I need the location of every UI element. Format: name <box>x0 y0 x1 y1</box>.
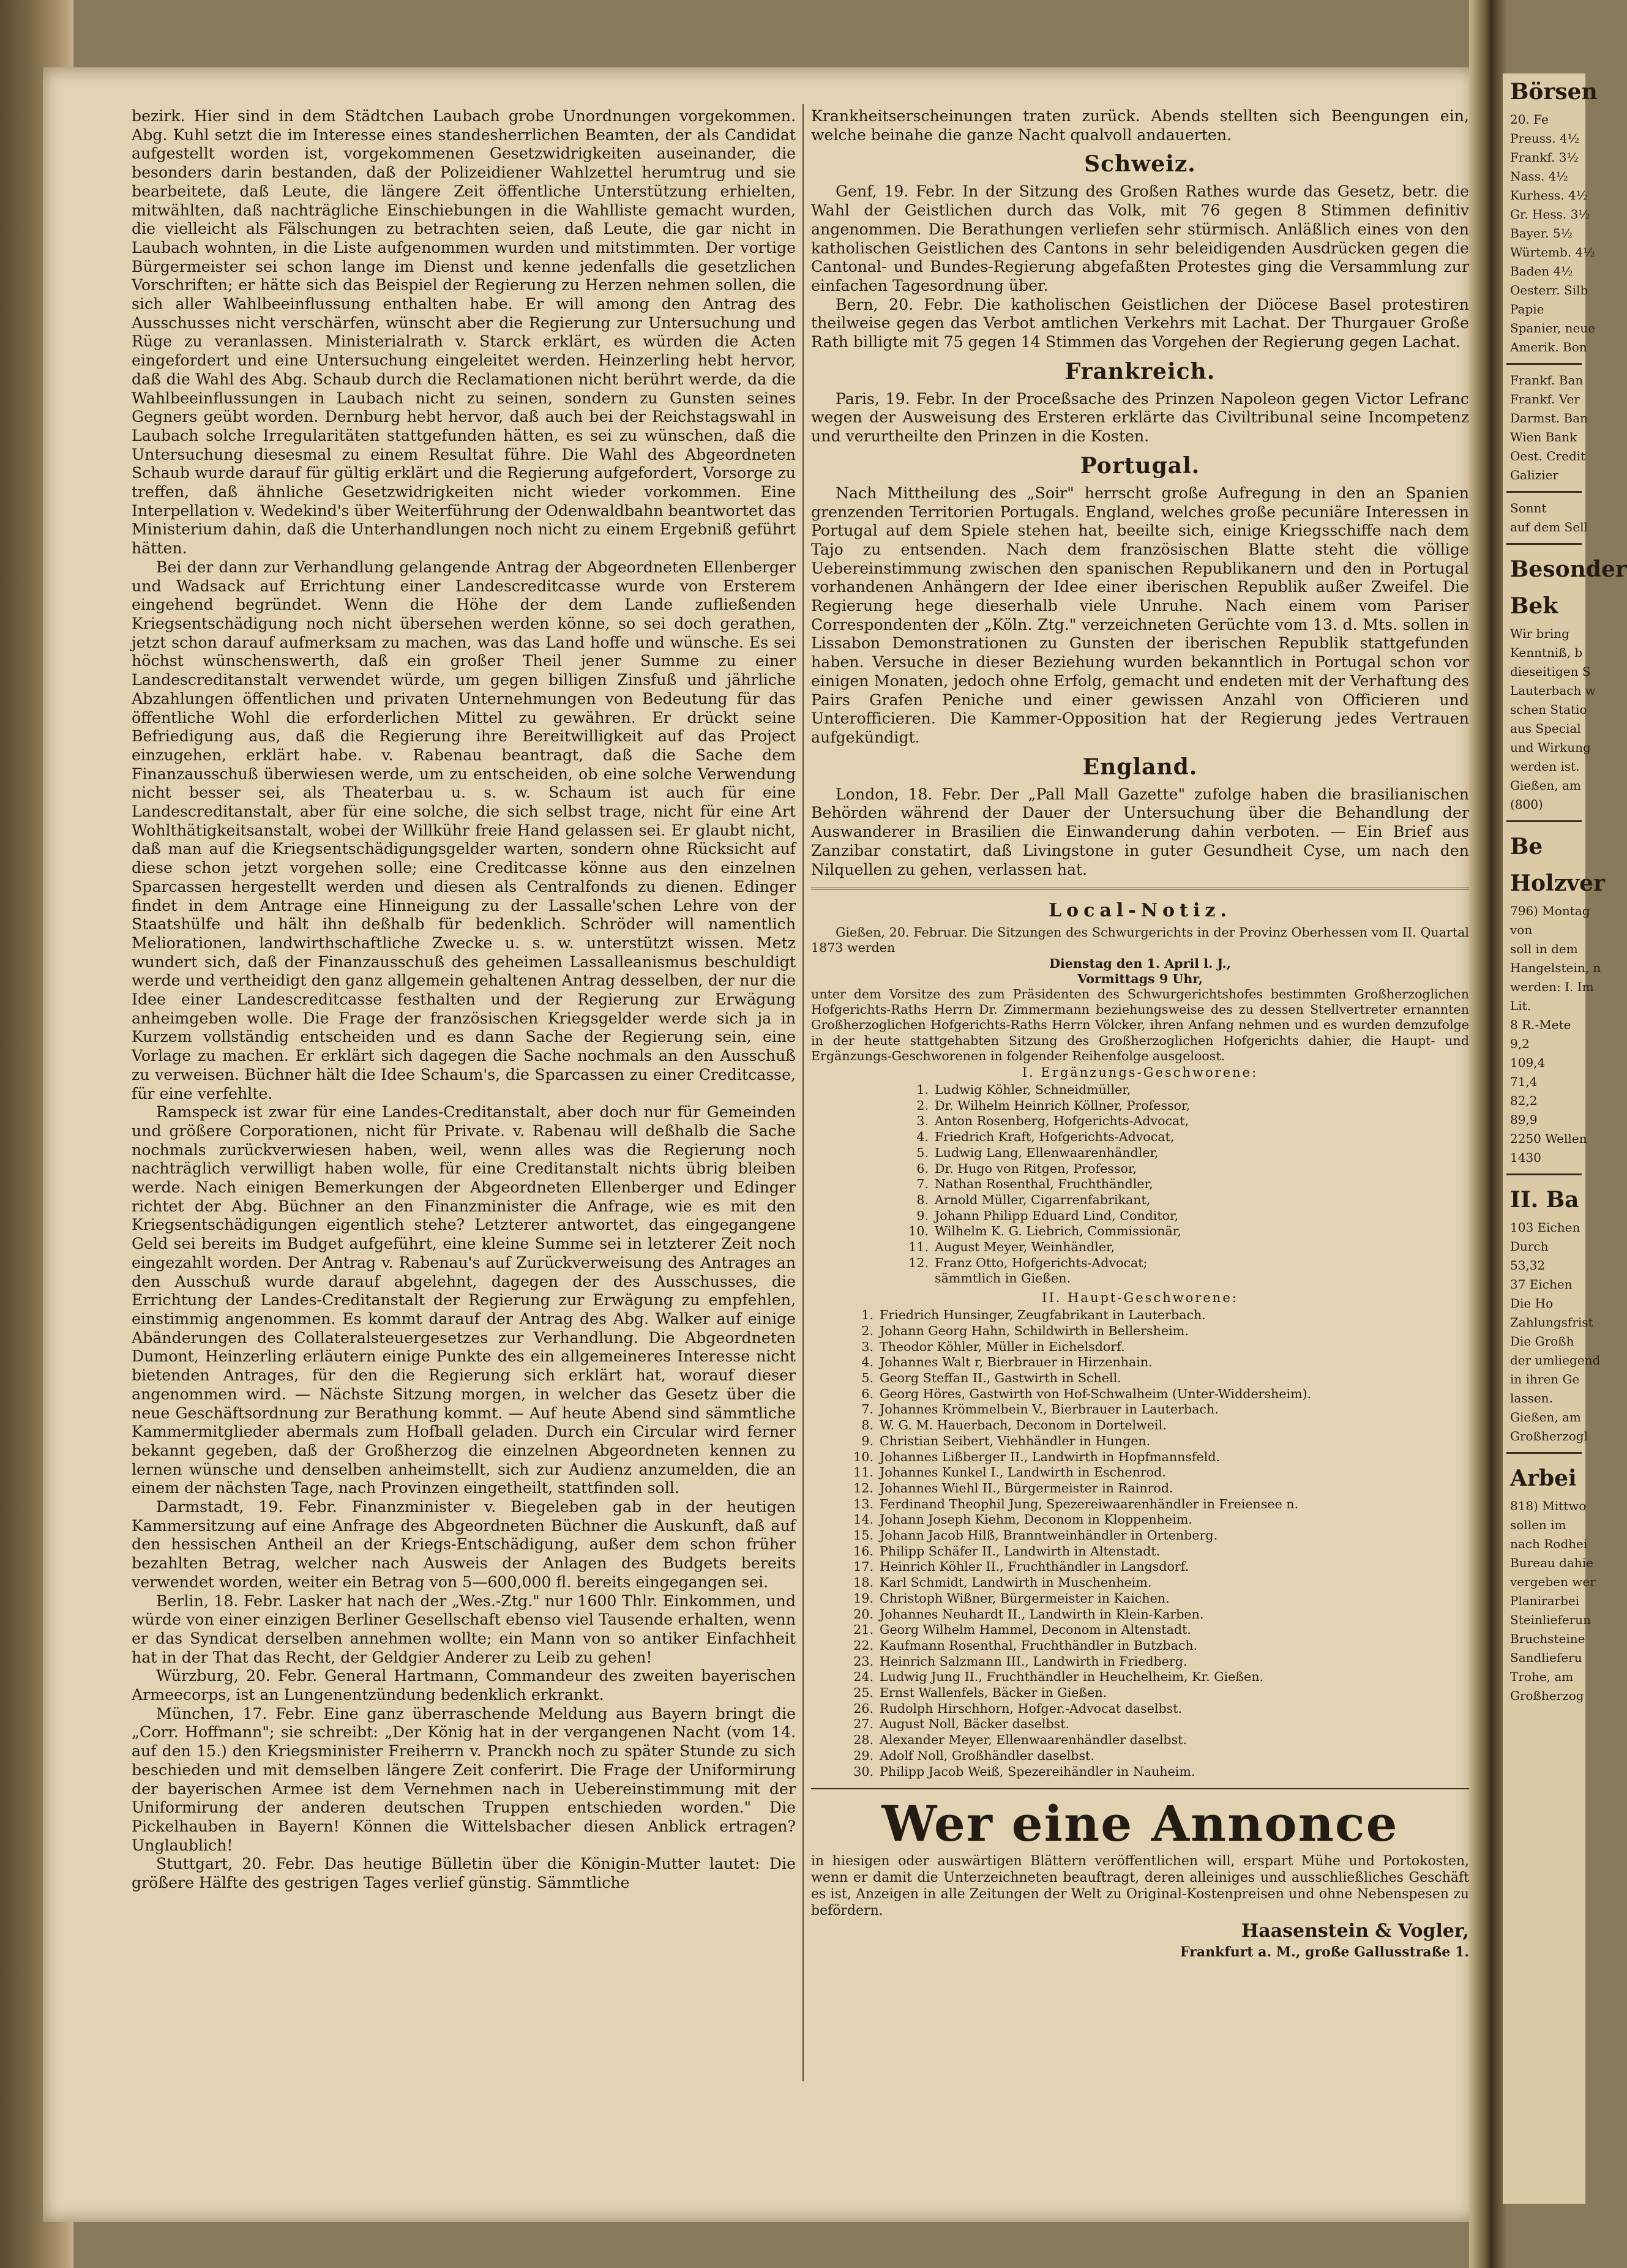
next-page-fragment: nach Rodhei <box>1510 1536 1588 1551</box>
list-haupt-title: II. Haupt-Geschworene: <box>1042 1290 1238 1306</box>
next-page-fragment: lassen. <box>1510 1391 1553 1405</box>
next-page-rule <box>1506 363 1582 365</box>
next-page-fragment: Besonder <box>1510 556 1627 582</box>
section-heading-frankreich: Frankreich. <box>1064 358 1216 384</box>
next-page-fragment: Galizier <box>1510 468 1559 482</box>
list-item: 15. Johann Jacob Hilß, Branntweinhändler in Ortenberg. <box>853 1528 1218 1543</box>
next-page-fragment: werden ist. <box>1510 759 1580 774</box>
list-item: 6. Dr. Hugo von Ritgen, Professor, <box>916 1161 1137 1176</box>
next-page-fragment: Börsen <box>1510 79 1598 105</box>
list-item: 9. Christian Seibert, Viehhändler in Hungen. <box>861 1433 1151 1448</box>
next-page-fragment: Frankf. Ver <box>1510 392 1580 406</box>
list-item: 30. Philipp Jacob Weiß, Spezereihändler in Nauheim. <box>853 1764 1195 1779</box>
article-wuerzburg: Würzburg, 20. Febr. General Hartmann, Commandeur des zweiten bayerischen Armeecorps, ist an Lungenentzündung bedenklich erkrankt. <box>132 1667 796 1704</box>
article-london: London, 18. Febr. Der „Pall Mall Gazette" zufolge haben die brasilianischen Behörden während der Dauer der Untersuchung über die Behandlung der Auswanderer in Brasilien die Einwanderung dahin verboten. — Ein Brief aus Zanzibar constatirt, daß Livingstone in guter Gesundheit Cyse, um nach den Nilquellen zu gehen, verlassen hat. <box>811 785 1469 878</box>
local-date-line: Dienstag den 1. April l. J., <box>1049 956 1231 971</box>
next-page-fragment: Planirarbei <box>1510 1593 1580 1608</box>
list-item: 2. Dr. Wilhelm Heinrich Köllner, Professor, <box>916 1098 1191 1113</box>
section-rule <box>811 888 1469 892</box>
next-page-fragment: Sonnt <box>1510 501 1547 515</box>
next-page-fragment: Arbei <box>1510 1465 1577 1491</box>
article-landescreditcasse: Bei der dann zur Verhandlung gelangende Antrag der Abgeordneten Ellenberger und Wadsack auf Errichtung einer Landescreditcasse wurde von Ersterem eingehend begründet. Wenn die Höhe der dem Lande zufließenden Kriegsentschädigung noch nicht übersehen werden könne, so sei doch gerathen, jetzt schon darauf aufmerksam zu machen, was das Land hoffe und wünsche. Es sei höchst wünschenswerth, daß ein großer Theil jener Summe zu einer Landescreditanstalt verwendet würde, um gegen billigen Zinsfuß und jährliche Abzahlungen öffentlichen und privaten Unternehmungen von Bedeutung für das öffentliche Wohl die erforderlichen Mittel zu gewähren. Er drückt seine Befriedigung aus, daß die Regierung ihre Bereitwilligkeit auf das Project einzugehen, erklärt habe. v. Rabenau beantragt, daß die Sache dem Finanzausschuß überwiesen werde, um zu entscheiden, ob eine solche Verwendung nicht besser sei, als Theaterbau u. s. w. Schaum ist auch für eine Landescreditanstalt, aber für eine solche, die sich selbst trage, nicht für eine Art Wohlthätigkeitsanstalt, wobei der Willkühr freie Hand gelassen sei. Er glaubt nicht, daß man auf die Kriegsentschädigungsgelder warten, sondern ohne Rücksicht auf diese schon jetzt vorgehen solle; eine Creditcasse könne aus den einzelnen Sparcassen hergestellt werden und diesen als Centralfonds zu dienen. Edinger findet in dem Antrage eine Hinneigung zu der Lassalle'schen Lehre von der Staatshülfe und hält ihn deßhalb für bedenklich. Schröder will namentlich Meliorationen, landwirthschaftliche Zwecke u. s. w. unterstützt wissen. Metz wundert sich, daß der Finanzausschuß des geheimen Lassalleanismus beschuldigt werde und vertheidigt den ganz allgemein gehaltenen Antrag desselben, der nur die Idee einer Landescreditcasse festhalten und der Regierung zur Erwägung anheimgeben wolle. Die Frage der französischen Kriegsgelder werde sich ja in Kurzem vollständig entscheiden und es dann Sache der Regierung sein, eine Vorlage zu machen. Er erklärt sich dagegen die Sache nochmals an den Ausschuß zu verweisen. Büchner hält die Idee Schaum's, die Sparcassen zu einer Creditcasse, für eine verfehlte. <box>132 558 796 1102</box>
article-continuation: Krankheitserscheinungen traten zurück. Abends stellten sich Beengungen ein, welche beinahe die ganze Nacht qualvoll andauerten. <box>811 107 1469 144</box>
next-page-fragment: Gießen, am <box>1510 778 1581 793</box>
list-item: 3. Anton Rosenberg, Hofgerichts-Advocat, <box>916 1113 1189 1129</box>
next-page-fragment: Papie <box>1510 302 1544 316</box>
next-page-fragment: Großherzogl <box>1510 1429 1588 1443</box>
next-page-fragment: Lauterbach w <box>1510 683 1596 698</box>
next-page-edge <box>1503 73 1627 2204</box>
article-ramspeck: Ramspeck ist zwar für eine Landes-Creditanstalt, aber doch nur für Gemeinden und größere Corporationen, nicht für Private. v. Rabenau will deßhalb die Sache nochmals zurückverwiesen haben, weil, wenn alles was die Regierung noch nachträglich verwilligt haben wolle, für eine Creditanstalt nichts übrig bleiben werde. Nach einigen Bemerkungen der Abgeordneten Ellenberger und Edinger richtet der Abg. Büchner an den Finanzminister die Anfrage, wie es mit den Kriegsentschädigungen eigentlich stehe? Letzterer antwortet, das eingegangene Geld sei bereits im Budget aufgeführt, eine kleine Summe sei in letzterer Zeit noch eingezahlt worden. Der Antrag v. Rabenau's auf Zurückverweisung des Antrages an den Ausschuß wurde darauf abgelehnt, dagegen der des Ausschusses, die Errichtung der Landes-Creditanstalt der Regierung zur Erwägung zu empfehlen, einstimmig angenommen. Es kommt darauf der Antrag des Abg. Walker auf einige Abänderungen des Collateralsteuergesetzes zur Verhandlung. Die Abgeordneten Dumont, Heinzerling erläutern einige Punkte des ein allgemeineres Interesse nicht bietenden Antrages, für den die Regierung sich erklärt hat, worauf dieser angenommen wird. — Nächste Sitzung morgen, in welcher das Gesetz über die neue Geschäftsordnung zur Berathung kommt. — Auf heute Abend sind sämmtliche Kammermitglieder abermals zum Hofball geladen. Durch ein Circular wird ferner bekannt gegeben, daß der Großherzog die einzelnen Abgeordneten kennen zu lernen wünsche und denselben anheimstellt, sich zur Audienz anzumelden, die an einem der nächsten Tage, nach Provinzen eingetheilt, stattfinden soll. <box>132 1103 796 1497</box>
list-item: 23. Heinrich Salzmann III., Landwirth in Friedberg. <box>853 1653 1188 1669</box>
list-item: 12. Franz Otto, Hofgerichts-Advocat; <box>908 1255 1148 1270</box>
ad-rule <box>811 1788 1469 1789</box>
next-page-fragment: Bureau dahie <box>1510 1555 1593 1570</box>
list-item: 28. Alexander Meyer, Ellenwaarenhändler daselbst. <box>853 1732 1187 1748</box>
ad-title: Wer eine Annonce <box>881 1795 1399 1853</box>
next-page-fragment: Bayer. 5½ <box>1510 226 1573 241</box>
next-page-fragment: Sandlieferu <box>1510 1650 1582 1665</box>
list-item: 16. Philipp Schäfer II., Landwirth in Altenstadt. <box>853 1543 1161 1559</box>
list-item: 10. Johannes Lißberger II., Landwirth in Hopfmannsfeld. <box>853 1449 1221 1464</box>
next-page-fragment: Holzver <box>1510 870 1605 896</box>
next-page-rule <box>1506 491 1582 493</box>
next-page-fragment: vergeben wer <box>1510 1574 1596 1589</box>
next-page-fragment: aus Special <box>1510 721 1581 736</box>
ad-body: in hiesigen oder auswärtigen Blättern veröffentlichen will, erspart Mühe und Portokosten, wenn er damit die Unterzeichneten beauftragt, deren alleiniges und ausschließliches Geschäft es ist, Anzeigen in alle Zeitungen der Welt zu Original-Kostenpreisen und ohne Nebenspesen zu befördern. <box>811 1854 1469 1919</box>
next-page-fragment: auf dem Sell <box>1510 520 1588 534</box>
next-page-fragment: Steinlieferun <box>1510 1612 1591 1627</box>
article-portugal: Nach Mittheilung des „Soir" herrscht große Aufregung in den an Spanien grenzenden Territorien Portugals. England, welches große pecuniäre Interessen in Portugal auf dem Spiele stehen hat, beeilte sich, einige Kriegsschiffe nach dem Tajo zu entsenden. Nach dem französischen Blatte steht die völlige Uebereinstimmung zwischen den spanischen Republikanern und den in Portugal vorhandenen Anhängern der Idee einer iberischen Republik außer Zweifel. Die Regierung hege dieserhalb viele Unruhe. Nach einem vom Pariser Correspondenten der „Köln. Ztg." verzeichneten Gerüchte vom 13. d. Mts. sollen in Lissabon Demonstrationen zu Gunsten der iberischen Republik stattgefunden haben. Versuche in dieser Beziehung wurden bekanntlich in Portugal schon vor einigen Monaten, jedoch ohne Erfolg, gemacht und endeten mit der Verhaftung des Pairs Grafen Peniche und einer gewissen Anzahl von Officieren und Unterofficieren. Die Kammer-Opposition hat der Regierung jedes Vertrauen aufgekündigt. <box>811 484 1469 746</box>
next-page-fragment: Wir bring <box>1510 626 1569 641</box>
list-item: 8. W. G. M. Hauerbach, Deconom in Dortelweil. <box>861 1418 1167 1433</box>
next-page-fragment: 109,4 <box>1510 1055 1546 1070</box>
article-paris: Paris, 19. Febr. In der Proceßsache des Prinzen Napoleon gegen Victor Lefranc wegen der Ausweisung des Ersteren erklärte das Civiltribunal seine Incompetenz und verurtheilte den Prinzen in die Kosten. <box>811 389 1469 446</box>
list-item: 4. Friedrich Kraft, Hofgerichts-Advocat, <box>916 1129 1175 1145</box>
next-page-fragment: sollen im <box>1510 1518 1566 1532</box>
list-erganzungs-geschworene <box>811 1082 1469 1287</box>
list-item: 26. Rudolph Hirschhorn, Hofger.-Advocat daselbst. <box>853 1701 1183 1716</box>
next-page-fragment: Kurhess. 4½ <box>1510 188 1588 203</box>
next-page-fragment: 9,2 <box>1510 1036 1530 1051</box>
list-item: 9. Johann Philipp Eduard Lind, Conditor, <box>916 1208 1179 1223</box>
left-column <box>132 107 796 2090</box>
next-page-rule <box>1506 1173 1582 1175</box>
list-item: 27. August Noll, Bäcker daselbst. <box>853 1716 1070 1732</box>
next-page-fragment: und Wirkung <box>1510 740 1591 755</box>
list-item: 17. Heinrich Köhler II., Fruchthändler in Langsdorf. <box>853 1559 1189 1574</box>
next-page-fragment: Zahlungsfrist <box>1510 1315 1593 1330</box>
list-item: 10. Wilhelm K. G. Liebrich, Commissionär, <box>908 1224 1181 1239</box>
next-page-fragment: werden: I. Im <box>1510 979 1594 994</box>
list-item: 20. Johannes Neuhardt II., Landwirth in Klein-Karben. <box>853 1606 1204 1622</box>
next-page-fragment: Frankf. Ban <box>1510 373 1584 387</box>
next-page-fragment: Hangelstein, n <box>1510 960 1601 975</box>
next-page-fragment: 82,2 <box>1510 1093 1538 1108</box>
next-page-fragment: in ihren Ge <box>1510 1372 1580 1387</box>
next-page-fragment: Lit. <box>1510 998 1532 1013</box>
list-item: 5. Georg Steffan II., Gastwirth in Schell. <box>861 1370 1121 1385</box>
next-page-fragment: 37 Eichen <box>1510 1277 1573 1292</box>
list-item: 2. Johann Georg Hahn, Schildwirth in Bellersheim. <box>861 1323 1189 1338</box>
article-laubach: bezirk. Hier sind in dem Städtchen Laubach grobe Unordnungen vorgekommen. Abg. Kuhl setzt die im Interesse eines standesherrlichen Beamten, der als Candidat aufgestellt worden ist, vorgekommenen Gesetzwidrigkeiten auseinander, die besonders darin bestanden, daß der Polizeidiener Wahlzettel herumtrug und sie bearbeitete, daß Leute, die längere Zeit öffentliche Unterstützung erhielten, mitwählten, daß nachträgliche Einschiebungen in die Wahlliste gemacht wurden, die vielleicht als Fälschungen zu betrachten seien, daß Leute, die gar nicht in Laubach wohnten, in die Liste aufgenommen wurden und mitstimmten. Der vortige Bürgermeister sei schon lange im Dienst und kenne jedenfalls die gesetzlichen Vorschriften; er hätte sich das Beispiel der Regierung zu Herzen nehmen sollen, die sich aller Wahlbeeinflussung enthalten habe. Er will among den Antrag des Ausschusses nicht verschärfen, wünscht aber die Regierung zur Untersuchung und Rüge zu veranlassen. Ministerialrath v. Starck erklärt, es würden die Acten eingefordert und eine Untersuchung eingeleitet werden. Heinzerling hebt hervor, daß die Wahl des Abg. Schaub durch die Reclamationen nicht berührt werde, da die Wahlbeeinflussungen in Laubach nicht zu seinen, sondern zu Gunsten seines Gegners geübt worden. Dernburg hebt hervor, daß auch bei der Reichstagswahl in Laubach solche Irregularitäten stattgefunden hätten, es sei zu wünschen, daß die Untersuchung diesesmal zu einem Resultat führe. Die Wahl des Abgeordneten Schaub wurde darauf für gültig erklärt und die Regierung aufgefordert, Vorsorge zu treffen, daß ähnliche Gesetzwidrigkeiten nicht wieder vorkommen. Eine Interpellation v. Wedekind's über Weiterführung der Odenwaldbahn beantwortet das Ministerium dahin, daß die Unterhandlungen noch nicht zu einem Ergebniß geführt hätten. <box>132 107 796 558</box>
section-heading-schweiz: Schweiz. <box>1084 151 1196 178</box>
book-gutter <box>1469 0 1506 2268</box>
list-item: 6. Georg Höres, Gastwirth von Hof-Schwalheim (Unter-Widdersheim). <box>861 1386 1312 1401</box>
next-page-fragment: 796) Montag <box>1510 904 1590 918</box>
list-item: 13. Ferdinand Theophil Jung, Spezereiwaarenhändler in Freiensee n. <box>853 1496 1299 1511</box>
list-item: 21. Georg Wilhelm Hammel, Deconom in Altenstadt. <box>853 1622 1191 1637</box>
article-stuttgart: Stuttgart, 20. Febr. Das heutige Bülletin über die Königin-Mutter lautet: Die größere Hälfte des gestrigen Tages verlief günstig. Sämmtliche <box>132 1855 796 1892</box>
next-page-fragment: Bruchsteine <box>1510 1631 1585 1646</box>
list-item: 1. Ludwig Köhler, Schneidmüller, <box>916 1082 1131 1098</box>
next-page-fragment: 53,32 <box>1510 1258 1546 1273</box>
next-page-fragment: 20. Fe <box>1510 112 1549 127</box>
next-page-fragment: Die Ho <box>1510 1296 1554 1311</box>
next-page-rule <box>1506 820 1582 822</box>
article-bern: Bern, 20. Febr. Die katholischen Geistlichen der Diöcese Basel protestiren theilweise gegen das Verbot amtlichen Verkehrs mit Lachat. Der Thurgauer Große Rath billigte mit 75 gegen 14 Stimmen das Vorgehen der Regierung gegen Lachat. <box>811 295 1469 351</box>
next-page-fragment: Gr. Hess. 3½ <box>1510 207 1590 222</box>
next-page-fragment: 89,9 <box>1510 1112 1538 1127</box>
next-page-fragment: 2250 Wellen <box>1510 1131 1587 1146</box>
list-item: 5. Ludwig Lang, Ellenwaarenhändler, <box>916 1145 1159 1160</box>
list-item: sämmtlich in Gießen. <box>935 1271 1071 1286</box>
list-item: 4. Johannes Walt r, Bierbrauer in Hirzenhain. <box>861 1355 1153 1370</box>
next-page-fragment: 8 R.-Mete <box>1510 1017 1571 1032</box>
list-item: 25. Ernst Wallenfels, Bäcker in Gießen. <box>853 1685 1107 1701</box>
next-page-fragment: (800) <box>1510 797 1543 812</box>
next-page-rule <box>1506 543 1582 545</box>
next-page-fragment: der umliegend <box>1510 1353 1601 1368</box>
list-item: 11. Johannes Kunkel I., Landwirth in Eschenrod. <box>853 1465 1166 1480</box>
list-item: 3. Theodor Köhler, Müller in Eichelsdorf. <box>861 1339 1125 1354</box>
list-item: 24. Ludwig Jung II., Fruchthändler in Heuchelheim, Kr. Gießen. <box>853 1669 1264 1685</box>
next-page-fragment: 71,4 <box>1510 1074 1538 1089</box>
list-item: 18. Karl Schmidt, Landwirth in Muschenheim. <box>853 1575 1152 1590</box>
local-time-line: Vormittags 9 Uhr, <box>1077 971 1203 986</box>
next-page-fragment: von <box>1510 923 1533 937</box>
column-divider <box>802 104 804 2081</box>
next-page-fragment: Nass. 4½ <box>1510 169 1568 184</box>
next-page-fragment: Amerik. Bon <box>1510 340 1587 354</box>
next-page-fragment: II. Ba <box>1510 1187 1579 1213</box>
next-page-fragment: Be <box>1510 834 1543 859</box>
next-page-fragments <box>1503 73 1627 1705</box>
list-item: 8. Arnold Müller, Cigarrenfabrikant, <box>916 1192 1151 1207</box>
list-item: 12. Johannes Wiehl II., Bürgermeister in Rainrod. <box>853 1480 1173 1495</box>
ad-firm: Haasenstein & Vogler, <box>1241 1920 1469 1942</box>
next-page-fragment: 1430 <box>1510 1150 1541 1165</box>
list-item: 29. Adolf Noll, Großhändler daselbst. <box>853 1748 1094 1763</box>
next-page-fragment: Trohe, am <box>1510 1669 1574 1684</box>
article-darmstadt: Darmstadt, 19. Febr. Finanzminister v. Biegeleben gab in der heutigen Kammersitzung auf eine Anfrage des Abgeordneten Büchner die Auskunft, daß auf den hessischen Antheil an der Kriegs-Entschädigung, außer dem schon früher bezahlten Betrag, welcher nach Ausweis der Anlagen des Budgets bereits verwendet worden, weiter ein Betrag von 5—600,000 fl. bereits eingegangen sei. <box>132 1498 796 1591</box>
next-page-fragment: Bek <box>1510 593 1558 619</box>
section-heading-portugal: Portugal. <box>1080 452 1200 479</box>
next-page-fragment: Durch <box>1510 1239 1549 1254</box>
article-muenchen: München, 17. Febr. Eine ganz überraschende Meldung aus Bayern bringt die „Corr. Hoffmann"; sie schreibt: „Der König hat in der vergangenen Nacht (vom 14. auf den 15.) den Kriegsminister Freiherrn v. Pranckh noch zu später Stunde zu sich beschieden und mit demselben längere Zeit conferirt. Die Frage der Uniformirung der bayerischen Armee ist dem Vernehmen nach in Uebereinstimmung mit der Uniformirung der anderen deutschen Truppen entschieden worden." Die Pickelhauben in Bayern! Können die Wittelsbacher diesen Anblick ertragen? Unglaublich! <box>132 1704 796 1854</box>
list-erganzungs-title: I. Ergänzungs-Geschworene: <box>1022 1065 1259 1080</box>
list-item: 14. Johann Joseph Kiehm, Deconom in Kloppenheim. <box>853 1512 1192 1527</box>
next-page-fragment: soll in dem <box>1510 941 1578 956</box>
next-page-fragment: Die Großh <box>1510 1334 1574 1349</box>
next-page-fragment: Frankf. 3½ <box>1510 150 1579 165</box>
next-page-fragment: Oesterr. Silb <box>1510 283 1588 298</box>
next-page-fragment: Gießen, am <box>1510 1410 1581 1424</box>
list-haupt-geschworene <box>811 1308 1469 1780</box>
next-page-rule <box>1506 1452 1582 1454</box>
local-notiz-heading: Local-Notiz. <box>1049 900 1232 922</box>
next-page-fragment: Oest. Credit <box>1510 449 1586 463</box>
local-intro: Gießen, 20. Februar. Die Sitzungen des Schwurgerichts in der Provinz Oberhessen vom II. Quartal 1873 werden <box>811 925 1469 956</box>
list-item: 7. Johannes Krömmelbein V., Bierbrauer in Lauterbach. <box>861 1402 1219 1417</box>
next-page-fragment: Preuss. 4½ <box>1510 131 1580 146</box>
section-heading-england: England. <box>1082 754 1198 780</box>
list-item: 22. Kaufmann Rosenthal, Fruchthändler in Butzbach. <box>853 1637 1198 1653</box>
list-item: 19. Christoph Wißner, Bürgermeister in Kaichen. <box>853 1590 1170 1606</box>
article-berlin: Berlin, 18. Febr. Lasker hat nach der „Wes.-Ztg." nur 1600 Thlr. Einkommen, und würde von einer einzigen Berliner Gesellschaft ebenso viel Tausende erhalten, wenn er das Syndicat derselben annehmen wollte; ein Mann von so antiker Einfachheit hat in der That das Recht, der Geldgier Anderer zu Leib zu gehen! <box>132 1592 796 1666</box>
next-page-fragment: Baden 4½ <box>1510 264 1573 279</box>
list-item: 11. August Meyer, Weinhändler, <box>908 1240 1115 1255</box>
next-page-fragment: Darmst. Ban <box>1510 411 1588 425</box>
next-page-fragment: dieseitigen S <box>1510 664 1591 679</box>
next-page-fragment: Wien Bank <box>1510 430 1577 444</box>
next-page-fragment: Würtemb. 4½ <box>1510 245 1595 260</box>
next-page-fragment: Großherzog <box>1510 1688 1584 1703</box>
next-page-fragment: schen Statio <box>1510 702 1587 717</box>
next-page-fragment: 818) Mittwo <box>1510 1499 1587 1513</box>
list-item: 1. Friedrich Hunsinger, Zeugfabrikant in Lauterbach. <box>861 1308 1206 1323</box>
list-item: 7. Nathan Rosenthal, Fruchthändler, <box>916 1177 1153 1192</box>
right-column <box>811 107 1469 2090</box>
next-page-fragment: Kenntniß, b <box>1510 645 1583 660</box>
local-body: unter dem Vorsitze des zum Präsidenten des Schwurgerichtshofes bestimmten Großherzoglichen Hofgerichts-Raths Herrn Dr. Zimmermann beziehungsweise des zu dessen Stellvertreter ernannten Großherzoglichen Hofgerichts-Raths Herrn Völcker, ihren Anfang nehmen und es wurden demzufolge in der heute stattgehabten Sitzung des Großherzoglichen Hofgerichts dahier, die Haupt- und Ergänzungs-Geschworenen in folgender Reihenfolge ausgeloost. <box>811 987 1469 1063</box>
next-page-fragment: 103 Eichen <box>1510 1220 1580 1235</box>
ad-address: Frankfurt a. M., große Gallusstraße 1. <box>1180 1944 1469 1961</box>
next-page-fragment: Spanier, neue <box>1510 321 1596 335</box>
article-genf: Genf, 19. Febr. In der Sitzung des Großen Rathes wurde das Gesetz, betr. die Wahl der Geistlichen durch das Volk, mit 76 gegen 8 Stimmen definitiv angenommen. Die Berathungen verliefen sehr stürmisch. Anläßlich eines von den katholischen Geistlichen des Cantons in sehr beleidigenden Ausdrücken gegen die Cantonal- und Bundes-Regierung abgefaßten Protestes ging die Versammlung zur einfachen Tagesordnung über. <box>811 182 1469 294</box>
